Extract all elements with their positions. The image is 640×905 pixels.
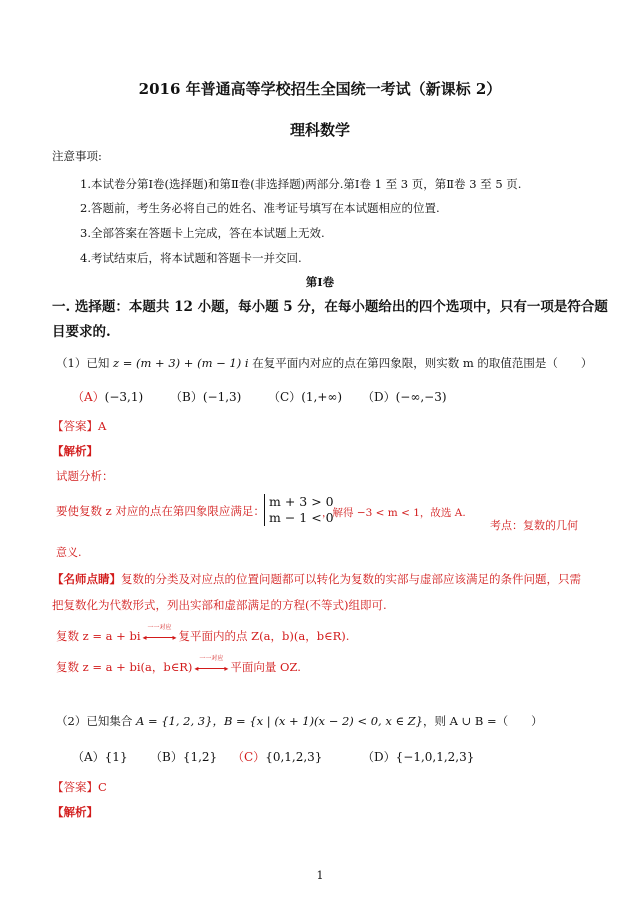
left-arrow-icon: ◂ bbox=[142, 633, 147, 642]
q1-rel1-right: 复平面内的点 Z(a，b)(a，b∈R). bbox=[178, 629, 350, 643]
q1-rel1-arrow bbox=[142, 624, 177, 643]
q1-option-a-letter: （A） bbox=[72, 390, 105, 404]
exam-title: 2016 年普通高等学校招生全国统一考试（新课标 2） bbox=[138, 80, 502, 98]
q1-mingshi-tag: 【名师点睛】 bbox=[52, 572, 121, 586]
subject-title: 理科数学 bbox=[289, 121, 350, 139]
q1-rel2-left: 复数 z = a + bi(a，b∈R) bbox=[56, 660, 193, 674]
q2-option-c-letter: （C） bbox=[232, 750, 266, 764]
q2-option-a-value: {1} bbox=[104, 750, 128, 764]
q2-option-d-letter: （D） bbox=[362, 750, 396, 764]
q1-option-b bbox=[170, 388, 241, 405]
q2-option-d-value: {−1,0,1,2,3} bbox=[395, 750, 475, 764]
q2-option-a bbox=[72, 748, 128, 765]
section-heading-line1: 一. 选择题：本题共 12 小题，每小题 5 分，在每小题给出的四个选项中，只有一项是符合题 bbox=[52, 299, 608, 315]
q1-mingshi-line2: 把复数化为代数形式，列出实部和虚部满足的方程(不等式)组即可. bbox=[52, 598, 387, 612]
notice-item-4: 4.考试结束后，将本试题和答题卡一并交回. bbox=[80, 251, 302, 265]
notice-item-3: 3.全部答案在答题卡上完成，答在本试题上无效. bbox=[80, 226, 325, 240]
q1-option-c bbox=[268, 388, 342, 405]
q1-rel2-arrow-shaft bbox=[197, 668, 225, 669]
q1-rel2-right: 平面向量 OZ. bbox=[230, 660, 301, 674]
right-arrow-icon: ▸ bbox=[172, 633, 177, 642]
question-2 bbox=[56, 713, 543, 729]
q1-relation-1 bbox=[56, 624, 350, 644]
q1-rel1-left: 复数 z = a + bi bbox=[56, 629, 141, 643]
left-arrow-icon: ◂ bbox=[194, 664, 199, 673]
q1-option-a-value: (−3,1) bbox=[104, 390, 144, 404]
part-one-label: 第Ⅰ卷 bbox=[305, 275, 335, 289]
q1-mingshi-text1: 复数的分类及对应点的位置问题都可以转化为复数的实部与虚部应该满足的条件问题，只需 bbox=[121, 572, 581, 586]
q1-suffix: 在复平面内对应的点在第四象限，则实数 m 的取值范围是（ ） bbox=[248, 356, 593, 370]
notice-item-1: 1.本试卷分第Ⅰ卷(选择题)和第Ⅱ卷(非选择题)两部分.第Ⅰ卷 1 至 3 页，第Ⅱ卷 3 至 5 页. bbox=[80, 177, 522, 191]
q1-option-a bbox=[72, 388, 143, 405]
q2-option-c-value: {0,1,2,3} bbox=[265, 750, 323, 764]
page-number: 1 bbox=[316, 869, 324, 882]
section-heading-line2: 目要求的. bbox=[52, 324, 111, 340]
q1-mingshi-line1 bbox=[52, 571, 581, 587]
q1-prefix: （1）已知 bbox=[56, 356, 113, 370]
q2-option-b-letter: （B） bbox=[150, 750, 183, 764]
q2-option-b bbox=[150, 748, 217, 765]
q1-rel2-arrow-label: 一一对应 bbox=[199, 655, 224, 662]
q1-kaodian-cont: 意义. bbox=[56, 546, 82, 559]
q1-rel1-arrow-label: 一一对应 bbox=[147, 624, 172, 631]
q1-formula: z = (m + 3) + (m − 1) i bbox=[112, 356, 249, 370]
q2-option-b-value: {1,2} bbox=[182, 750, 218, 764]
notice-item-2: 2.答题前，考生务必将自己的姓名、准考证号填写在本试题相应的位置. bbox=[80, 201, 440, 215]
q1-option-d-value: (−∞,−3) bbox=[395, 390, 447, 404]
q2-option-c bbox=[232, 748, 322, 765]
q1-analysis-label: 【解析】 bbox=[52, 444, 98, 458]
q2-option-d bbox=[362, 748, 474, 765]
question-1 bbox=[56, 355, 592, 371]
right-arrow-icon: ▸ bbox=[224, 664, 229, 673]
q1-option-d bbox=[362, 388, 447, 405]
q1-option-c-value: (1,+∞) bbox=[301, 390, 343, 404]
q1-rel2-arrow bbox=[194, 655, 229, 674]
q2-analysis-label: 【解析】 bbox=[52, 805, 98, 819]
q1-option-d-letter: （D） bbox=[362, 390, 396, 404]
q1-rel1-arrow-shaft bbox=[146, 637, 174, 638]
q1-analysis-text: 要使复数 z 对应的点在第四象限应满足： bbox=[56, 504, 265, 518]
q1-system-line-1: m + 3 > 0 bbox=[269, 494, 334, 509]
q2-answer: 【答案】C bbox=[52, 780, 107, 794]
q1-answer: 【答案】A bbox=[52, 419, 107, 433]
q2-option-a-letter: （A） bbox=[72, 750, 105, 764]
q1-solve-text: ，解得 −3 < m < 1，故选 A. bbox=[322, 507, 466, 519]
q1-system-line-2: m − 1 < 0 bbox=[269, 510, 334, 525]
q2-set-a: A = {1, 2, 3} bbox=[135, 714, 213, 728]
q1-option-c-letter: （C） bbox=[268, 390, 302, 404]
q1-option-b-letter: （B） bbox=[170, 390, 203, 404]
q2-suffix: ，则 A ∪ B =（ ） bbox=[422, 714, 543, 728]
q1-kaodian: 考点：复数的几何 bbox=[490, 519, 578, 532]
q1-option-b-value: (−1,3) bbox=[202, 390, 242, 404]
q1-relation-2 bbox=[56, 655, 301, 675]
q2-set-b: ，B = {x | (x + 1)(x − 2) < 0, x ∈ Z} bbox=[212, 714, 423, 728]
notice-heading: 注意事项: bbox=[52, 149, 102, 163]
q2-prefix: （2）已知集合 bbox=[56, 714, 136, 728]
q1-analysis-sub: 试题分析： bbox=[56, 469, 114, 483]
